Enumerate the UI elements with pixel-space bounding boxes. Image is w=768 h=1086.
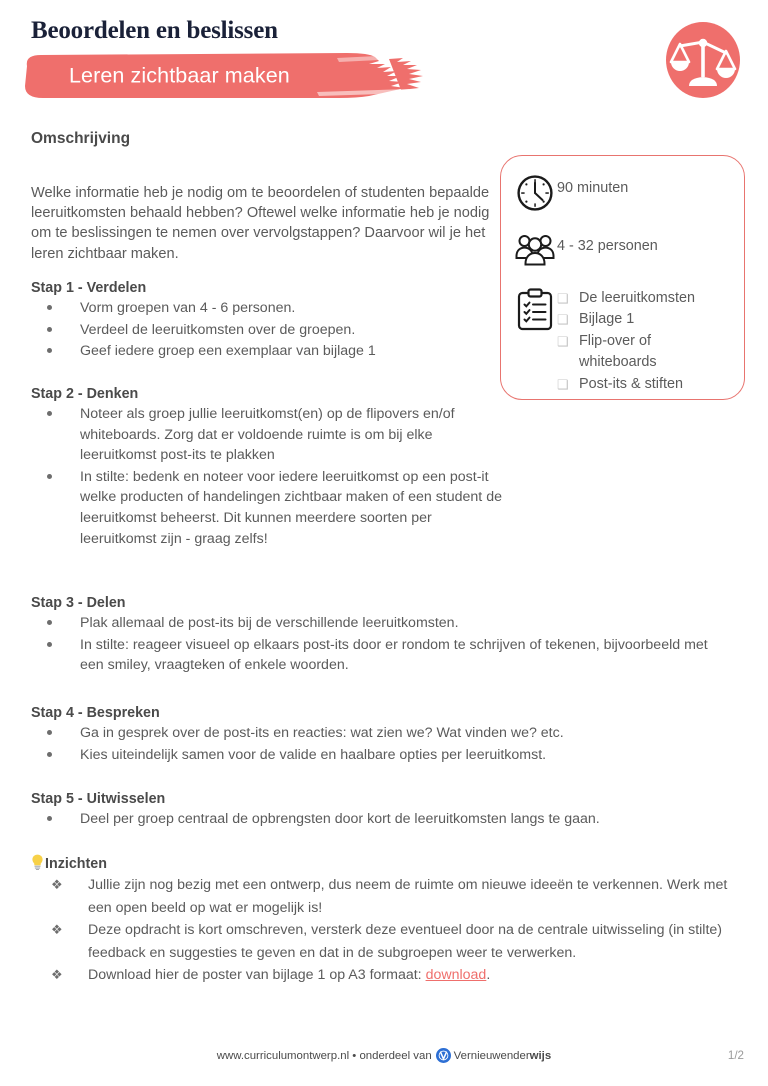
list-item-text: Flip-over of (579, 332, 651, 349)
diamond-bullet-icon: ❖ (51, 967, 63, 983)
info-row-materials (513, 288, 695, 395)
list-item-text: Post-its & stiften (579, 375, 683, 392)
page-header (0, 0, 768, 112)
list-item-continuation (557, 352, 695, 373)
list-item-download (31, 964, 743, 987)
step-3-title: Stap 3 - Delen (31, 595, 126, 611)
people-group-icon (513, 232, 557, 266)
list-item-text: De leeruitkomsten (579, 290, 695, 306)
bullet-dot-icon (47, 816, 52, 821)
step-2-title: Stap 2 - Denken (31, 386, 139, 402)
page-title: Beoordelen en beslissen (31, 17, 278, 44)
bullet-dot-icon (47, 327, 52, 332)
list-item (31, 613, 731, 634)
list-item-text: Vorm groepen van 4 - 6 personen. (80, 300, 296, 316)
footer-credit (0, 1048, 768, 1066)
duration-value: 90 minuten (557, 180, 629, 196)
list-item-text: Deel per groep centraal de opbrengsten door kort de leeruitkomsten langs te gaan. (80, 811, 600, 827)
checkbox-icon: ❑ (557, 376, 569, 392)
diamond-bullet-icon: ❖ (51, 922, 63, 938)
list-item-text: Kies uiteindelijk samen voor de valide en haalbare opties per leeruitkomst. (80, 746, 547, 763)
bullet-dot-icon (47, 620, 52, 625)
step-2 (31, 386, 509, 550)
download-link[interactable]: download (425, 967, 487, 984)
footer-onderdeel-text: onderdeel van (359, 1050, 432, 1062)
list-item (31, 320, 501, 341)
info-row-duration (513, 174, 628, 212)
bullet-dot-icon (47, 348, 52, 353)
step-1-title: Stap 1 - Verdelen (31, 280, 147, 296)
step-1-bullets (31, 298, 501, 362)
list-item-text: Bijlage 1 (579, 311, 635, 328)
bullet-dot-icon (47, 642, 52, 647)
page-footer (0, 1048, 768, 1072)
checkbox-icon: ❑ (557, 333, 569, 349)
bullet-dot-icon (47, 305, 52, 310)
banner-brush-stroke (17, 52, 427, 100)
step-5-bullets (31, 809, 751, 830)
vernieuwenderwijs-logo-icon (436, 1048, 451, 1066)
banner-label: Leren zichtbaar maken (69, 63, 290, 88)
list-item (557, 288, 695, 309)
bullet-dot-icon (47, 752, 52, 757)
materials-list (557, 288, 695, 395)
bullet-dot-icon (47, 411, 52, 416)
list-item (31, 874, 743, 919)
participants-value: 4 - 32 personen (557, 238, 658, 254)
list-item (31, 298, 501, 319)
list-item (31, 404, 509, 466)
step-5 (31, 791, 751, 831)
insights-list (31, 874, 743, 987)
list-item-text: In stilte: reageer visueel op elkaars post-its door er rondom te schrijven of tekenen, bijvoorbeeld met een smiley, vraagteken of enkele woorden. (80, 636, 708, 674)
footer-brand (454, 1050, 552, 1062)
list-item-text: whiteboards (579, 354, 657, 371)
diamond-bullet-icon: ❖ (51, 877, 63, 892)
list-item (31, 723, 731, 744)
step-5-title: Stap 5 - Uitwisselen (31, 791, 166, 807)
lightbulb-icon (31, 854, 44, 874)
list-item-text: Geef iedere groep een exemplaar van bijlage 1 (80, 343, 376, 360)
list-item-text: Noteer als groep jullie leeruitkomst(en) op de flipovers en/of whiteboards. Zorg dat er voldoende ruimte is om bij elke leeruitkomst post-its te plakken (80, 406, 455, 464)
insights-heading-text: Inzichten (45, 856, 107, 872)
list-item (31, 745, 731, 766)
footer-brand-regular: Vernieuwender (453, 1050, 530, 1062)
step-2-bullets (31, 404, 509, 549)
clock-icon (513, 174, 557, 212)
step-3-bullets (31, 613, 731, 676)
list-item-text: Jullie zijn nog bezig met een ontwerp, dus neem de ruimte om nieuwe ideeën te verkennen. Werk met een open beeld op wat er mogelijk is! (88, 877, 728, 916)
clipboard-checklist-icon (513, 288, 557, 332)
list-item (31, 919, 743, 964)
list-item (557, 331, 695, 352)
list-item (557, 374, 695, 395)
step-4-bullets (31, 723, 731, 765)
page-number: 1/2 (727, 1049, 744, 1062)
footer-separator: • (352, 1050, 357, 1062)
step-4-title: Stap 4 - Bespreken (31, 705, 160, 721)
info-row-participants (513, 232, 658, 266)
checkbox-icon: ❑ (557, 312, 569, 328)
list-item (557, 309, 695, 330)
session-info-box (500, 155, 745, 400)
footer-site-url: www.curriculumontwerp.nl (216, 1050, 350, 1062)
list-item (31, 341, 501, 362)
step-3 (31, 595, 731, 677)
list-item-text: Verdeel de leeruitkomsten over de groepen. (80, 321, 356, 338)
list-item-text: Plak allemaal de post-its bij de verschillende leeruitkomsten. (80, 615, 459, 631)
step-4 (31, 705, 731, 766)
bullet-dot-icon (47, 474, 52, 479)
checkbox-icon: ❑ (557, 291, 569, 306)
list-item-text: Deze opdracht is kort omschreven, versterk deze eventueel door na de centrale uitwisseling (in stilte) feedback en suggesties te geven en dat in de subgroepen weer te verwerken. (88, 922, 723, 961)
description-text: Welke informatie heb je nodig om te beoordelen of studenten bepaalde leeruitkomsten behaald hebben? Oftewel welke informatie heb je nodig om te beslissingen te nemen over vervolgstappen? Daarvoor wil je het leren zichtbaar maken. (31, 184, 490, 262)
footer-brand-bold: wijs (529, 1050, 552, 1062)
download-prefix-text: Download hier de poster van bijlage 1 op A3 formaat: (88, 967, 426, 984)
list-item-text: Ga in gesprek over de post-its en reacties: wat zien we? Wat vinden we? etc. (80, 725, 564, 741)
bullet-dot-icon (47, 730, 52, 735)
list-item (31, 635, 731, 676)
description-heading: Omschrijving (31, 130, 131, 147)
list-item (31, 809, 751, 830)
insights-heading (31, 854, 107, 874)
list-item-text: In stilte: bedenk en noteer voor iedere leeruitkomst op een post-it welke producten of handelingen zichtbaar maken of een student de leeruitkomst beheerst. Dit kunnen meerdere soorten per leeruitkomst zijn - graag zelfs! (80, 468, 502, 547)
step-1 (31, 280, 501, 363)
download-suffix-text: . (486, 967, 491, 984)
list-item (31, 467, 509, 549)
balance-scale-icon (663, 20, 743, 100)
